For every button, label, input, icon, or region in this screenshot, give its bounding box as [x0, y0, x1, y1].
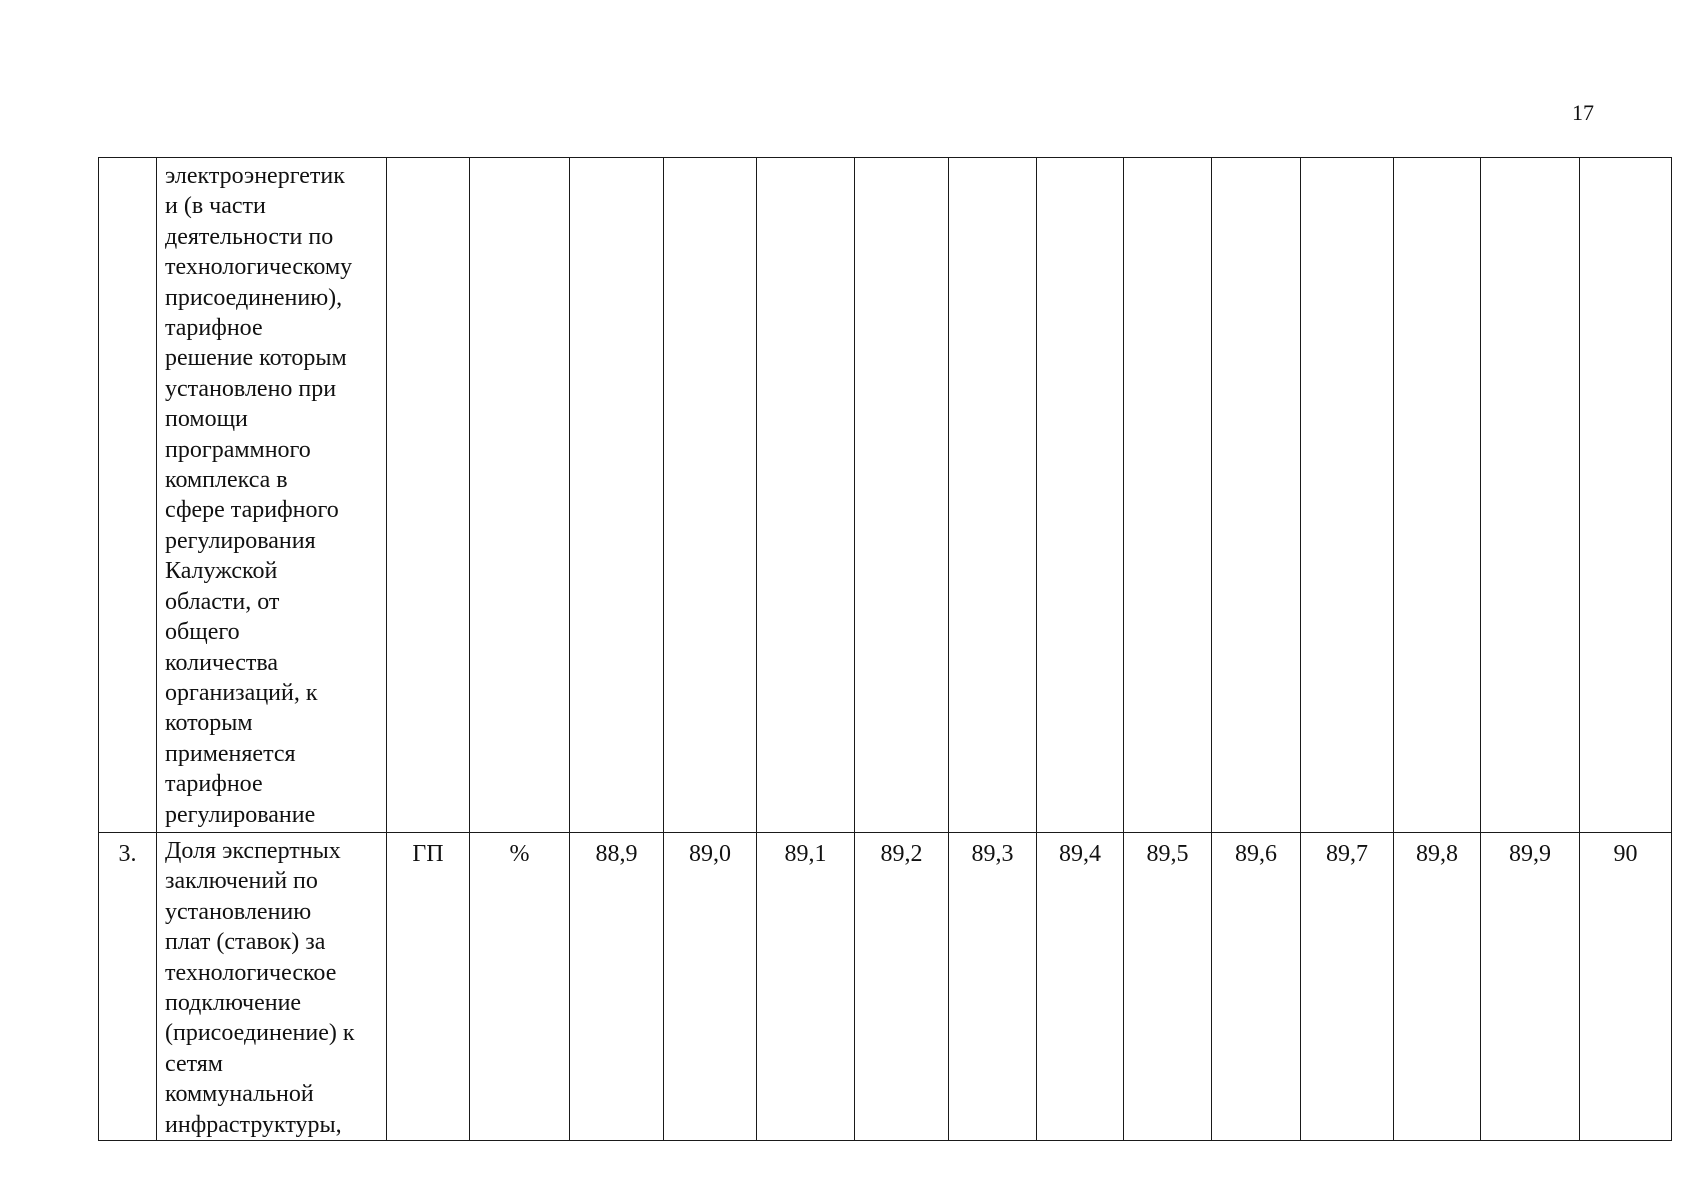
value-cell: [1212, 158, 1301, 833]
row-number: 3.: [99, 833, 157, 1141]
source-cell: [387, 158, 470, 833]
indicator-name: электроэнергетик и (в части деятельности по технологическому присоединению), тарифное решение которым установлено при помощи программного комплекса в сфере тарифного регулирования Калужской области, от общего количества организаций, к которым применяется тарифное регулирование: [157, 158, 387, 833]
row-number: [99, 158, 157, 833]
table-row: [99, 833, 1672, 1141]
value-cell: [664, 158, 757, 833]
value-cell: 89,6: [1212, 833, 1301, 1141]
unit-cell: [470, 158, 570, 833]
table-row: [99, 158, 1672, 833]
value-cell: 89,0: [664, 833, 757, 1141]
indicators-table: [98, 157, 1672, 1141]
value-cell: [1301, 158, 1394, 833]
value-cell: 89,7: [1301, 833, 1394, 1141]
value-cell: 89,2: [855, 833, 949, 1141]
value-cell: 89,3: [949, 833, 1037, 1141]
unit-cell: %: [470, 833, 570, 1141]
value-cell: 89,1: [757, 833, 855, 1141]
source-cell: ГП: [387, 833, 470, 1141]
value-cell: [1124, 158, 1212, 833]
value-cell: [570, 158, 664, 833]
value-cell: [757, 158, 855, 833]
value-cell: [1580, 158, 1672, 833]
value-cell: 89,8: [1394, 833, 1481, 1141]
value-cell: [949, 158, 1037, 833]
value-cell: 88,9: [570, 833, 664, 1141]
value-cell: 89,4: [1037, 833, 1124, 1141]
value-cell: [1037, 158, 1124, 833]
value-cell: 90: [1580, 833, 1672, 1141]
value-cell: [1394, 158, 1481, 833]
indicator-name: Доля экспертных заключений по установлению плат (ставок) за технологическое подключение (присоединение) к сетям коммунальной инфраструктуры,: [157, 833, 387, 1141]
value-cell: [855, 158, 949, 833]
page-number: 17: [1572, 100, 1594, 125]
value-cell: 89,5: [1124, 833, 1212, 1141]
value-cell: [1481, 158, 1580, 833]
value-cell: 89,9: [1481, 833, 1580, 1141]
